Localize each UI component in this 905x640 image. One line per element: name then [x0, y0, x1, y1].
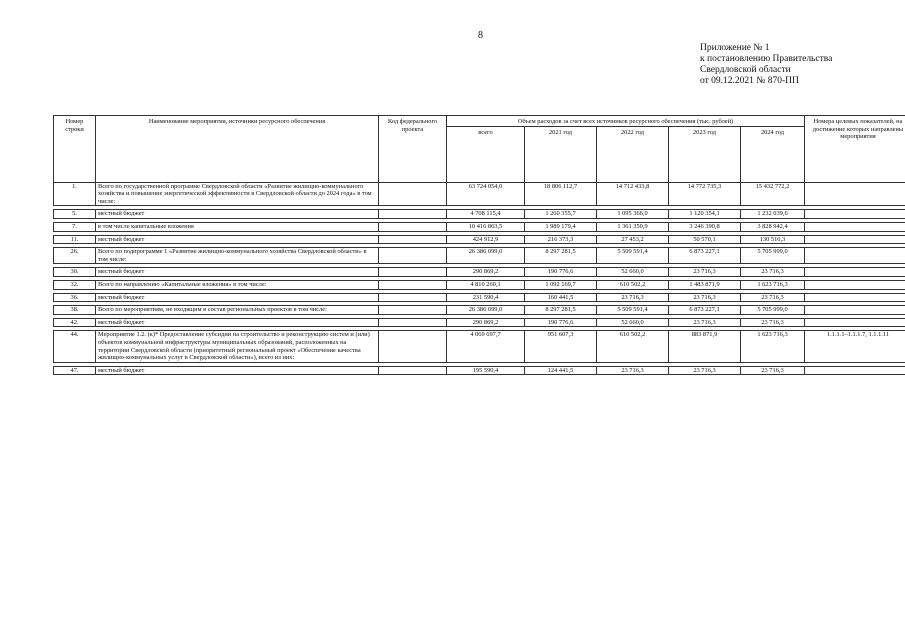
cell-y2023: 23 716,3	[669, 366, 741, 375]
cell-code	[379, 293, 447, 302]
cell-y2023: 50 570,1	[669, 235, 741, 244]
cell-y2021: 160 441,5	[525, 293, 597, 302]
cell-targets	[805, 293, 905, 302]
page-number: 8	[478, 30, 483, 41]
cell-y2021: 190 776,6	[525, 318, 597, 327]
cell-y2023: 23 716,3	[669, 318, 741, 327]
cell-no: 36.	[54, 293, 96, 302]
cell-total: 10 416 863,5	[447, 222, 525, 231]
cell-y2022: 5 509 591,4	[597, 248, 669, 264]
header-2023: 2023 год	[669, 126, 741, 182]
cell-code	[379, 210, 447, 219]
table-row	[54, 268, 905, 277]
cell-total: 4 069 697,7	[447, 331, 525, 362]
cell-name: местный бюджет	[96, 268, 379, 277]
cell-no: 47.	[54, 366, 96, 375]
table-row	[54, 366, 905, 375]
cell-no: 42.	[54, 318, 96, 327]
cell-targets	[805, 366, 905, 375]
cell-no: 1.	[54, 182, 96, 206]
cell-y2022: 52 660,0	[597, 318, 669, 327]
cell-y2021: 8 297 281,5	[525, 248, 597, 264]
cell-y2021: 124 441,5	[525, 366, 597, 375]
table-row	[54, 293, 905, 302]
cell-y2024: 5 705 999,0	[741, 248, 805, 264]
table-row	[54, 222, 905, 231]
cell-code	[379, 280, 447, 289]
cell-y2021: 1 092 169,7	[525, 280, 597, 289]
cell-y2022: 27 453,2	[597, 235, 669, 244]
cell-targets	[805, 248, 905, 264]
cell-no: 44.	[54, 331, 96, 362]
cell-name: местный бюджет	[96, 366, 379, 375]
cell-no: 11.	[54, 235, 96, 244]
header-volume: Объем расходов за счет всех источников ресурсного обеспечения (тыс. рублей)	[447, 116, 805, 127]
table-row	[54, 182, 905, 206]
cell-y2024: 130 516,3	[741, 235, 805, 244]
table-row	[54, 331, 905, 362]
cell-code	[379, 318, 447, 327]
cell-targets	[805, 268, 905, 277]
cell-y2023: 14 772 735,3	[669, 182, 741, 206]
cell-total: 195 590,4	[447, 366, 525, 375]
cell-y2021: 8 297 281,5	[525, 306, 597, 315]
cell-y2021: 951 607,3	[525, 331, 597, 362]
cell-y2022: 610 502,2	[597, 331, 669, 362]
header-row-no: Номер строки	[54, 116, 96, 183]
cell-name: Всего по мероприятиям, не входящим в состав региональных проектов в том числе:	[96, 306, 379, 315]
cell-name: Всего по государственной программе Свердловской области «Развитие жилищно-коммунального хозяйства и повышение энергетической эффективности в Свердловской области до 2024 года» в том числе:	[96, 182, 379, 206]
cell-total: 63 724 054,0	[447, 182, 525, 206]
table-row	[54, 248, 905, 264]
cell-y2023: 6 873 227,1	[669, 306, 741, 315]
cell-total: 231 590,4	[447, 293, 525, 302]
cell-y2022: 1 361 350,9	[597, 222, 669, 231]
cell-y2024: 23 716,3	[741, 366, 805, 375]
table-row	[54, 318, 905, 327]
header-total: всего	[447, 126, 525, 182]
cell-name: местный бюджет	[96, 235, 379, 244]
cell-total: 290 869,2	[447, 268, 525, 277]
cell-y2021: 190 776,6	[525, 268, 597, 277]
header-targets: Номера целевых показателей, на достижение которых направлены мероприятия	[805, 116, 905, 183]
cell-y2024: 3 828 942,4	[741, 222, 805, 231]
cell-targets	[805, 210, 905, 219]
table-row	[54, 210, 905, 219]
cell-y2024: 1 232 039,6	[741, 210, 805, 219]
cell-total: 424 912,9	[447, 235, 525, 244]
cell-targets	[805, 318, 905, 327]
cell-y2024: 5 705 999,0	[741, 306, 805, 315]
cell-y2024: 23 716,3	[741, 293, 805, 302]
cell-y2023: 1 483 871,9	[669, 280, 741, 289]
cell-code	[379, 331, 447, 362]
appendix-line-4: от 09.12.2021 № 870-ПП	[700, 76, 799, 86]
cell-targets	[805, 222, 905, 231]
expenditure-table	[53, 115, 905, 375]
cell-y2022: 23 716,3	[597, 366, 669, 375]
cell-total: 26 386 099,0	[447, 248, 525, 264]
cell-y2024: 15 432 772,2	[741, 182, 805, 206]
cell-y2021: 1 989 179,4	[525, 222, 597, 231]
cell-code	[379, 306, 447, 315]
cell-name: местный бюджет	[96, 318, 379, 327]
header-name: Наименование мероприятия, источники ресурсного обеспечения	[96, 116, 379, 183]
cell-no: 26.	[54, 248, 96, 264]
cell-total: 290 869,2	[447, 318, 525, 327]
cell-no: 7.	[54, 222, 96, 231]
cell-y2023: 3 246 390,8	[669, 222, 741, 231]
cell-y2024: 23 716,3	[741, 318, 805, 327]
header-2021: 2021 год	[525, 126, 597, 182]
cell-y2024: 1 623 716,3	[741, 331, 805, 362]
cell-targets: 1.1.1.1–1.1.1.7, 1.1.1.11	[805, 331, 905, 362]
cell-y2023: 23 716,3	[669, 293, 741, 302]
cell-y2021: 1 260 355,7	[525, 210, 597, 219]
cell-targets	[805, 280, 905, 289]
cell-y2022: 23 716,3	[597, 293, 669, 302]
cell-y2024: 1 623 716,3	[741, 280, 805, 289]
cell-y2021: 18 806 112,7	[525, 182, 597, 206]
appendix-line-3: Свердловской области	[700, 65, 791, 75]
cell-no: 38.	[54, 306, 96, 315]
table-row	[54, 235, 905, 244]
cell-y2021: 216 373,3	[525, 235, 597, 244]
header-2024: 2024 год	[741, 126, 805, 182]
cell-y2023: 1 120 354,1	[669, 210, 741, 219]
cell-y2022: 610 502,2	[597, 280, 669, 289]
cell-name: Всего по подпрограмме 1 «Развитие жилищно-коммунального хозяйства Свердловской области» в том числе:	[96, 248, 379, 264]
cell-name: Всего по направлению «Капитальные вложения» в том числе:	[96, 280, 379, 289]
cell-code	[379, 222, 447, 231]
appendix-line-1: Приложение № 1	[700, 43, 770, 53]
cell-y2022: 1 095 366,0	[597, 210, 669, 219]
cell-total: 4 810 260,1	[447, 280, 525, 289]
header-2022: 2022 год	[597, 126, 669, 182]
cell-y2022: 5 509 591,4	[597, 306, 669, 315]
cell-code	[379, 182, 447, 206]
cell-y2023: 23 716,3	[669, 268, 741, 277]
header-code: Код федерального проекта	[379, 116, 447, 183]
cell-code	[379, 268, 447, 277]
cell-no: 30.	[54, 268, 96, 277]
table-body	[54, 182, 905, 375]
expenditure-table-wrap	[53, 115, 905, 375]
cell-y2023: 6 873 227,1	[669, 248, 741, 264]
cell-targets	[805, 182, 905, 206]
cell-name: в том числе капитальные вложения	[96, 222, 379, 231]
cell-y2022: 14 712 433,8	[597, 182, 669, 206]
table-row	[54, 306, 905, 315]
cell-targets	[805, 306, 905, 315]
cell-total: 26 386 099,0	[447, 306, 525, 315]
cell-targets	[805, 235, 905, 244]
cell-code	[379, 248, 447, 264]
cell-total: 4 708 115,4	[447, 210, 525, 219]
cell-name: местный бюджет	[96, 293, 379, 302]
cell-y2024: 23 716,3	[741, 268, 805, 277]
cell-no: 5.	[54, 210, 96, 219]
cell-y2022: 52 660,0	[597, 268, 669, 277]
cell-name: местный бюджет	[96, 210, 379, 219]
cell-code	[379, 235, 447, 244]
cell-code	[379, 366, 447, 375]
appendix-line-2: к постановлению Правительства	[700, 54, 833, 64]
cell-name: Мероприятие 1.2. (к)* Предоставление субсидии на строительство и реконструкцию систем и (или) объектов коммунальной инфраструктуры муниципальных образований, расположенных на территории Свердловской области (приоритетный региональный проект «Обеспечение качества жилищно-коммунальных услуг в Свердловской области»), всего из них:	[96, 331, 379, 362]
cell-no: 32.	[54, 280, 96, 289]
table-row	[54, 280, 905, 289]
cell-y2023: 883 871,9	[669, 331, 741, 362]
appendix-block	[700, 43, 832, 87]
